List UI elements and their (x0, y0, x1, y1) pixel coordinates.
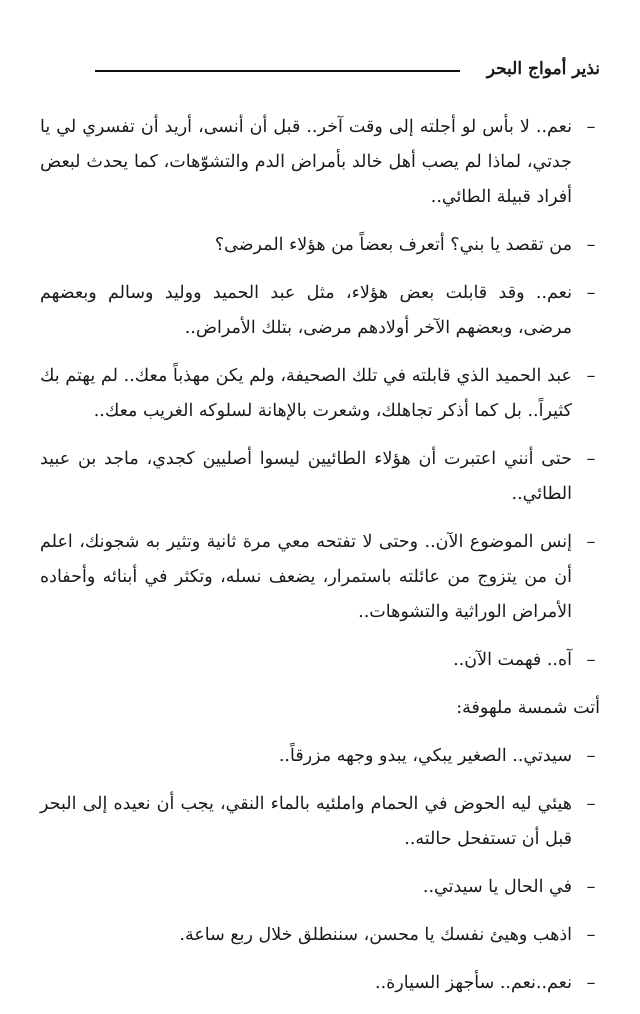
dialogue-dash: – (586, 877, 596, 897)
paragraph-text: إنس الموضوع الآن.. وحتى لا تفتحه معي مرة ثانية وتثير به شجونك، اعلم أن من يتزوج من عائلته باستمرار، يضعف نسله، وتكثر في أبنائه وأحفاده الأمراض الوراثية والتشوهات.. (40, 532, 572, 622)
paragraph-text: نعم..نعم.. سأجهز السيارة.. (375, 973, 572, 993)
paragraph-text: آه.. فهمت الآن.. (453, 650, 572, 670)
dialogue-dash: – (586, 235, 596, 255)
dialogue-paragraph (40, 643, 600, 678)
dialogue-dash: – (586, 746, 596, 766)
paragraph-text: عبد الحميد الذي قابلته في تلك الصحيفة، ولم يكن مهذباً معك.. لم يهتم بك كثيراً.. بل كما أذكر تجاهلك، وشعرت بالإهانة لسلوكه الغريب معك.. (40, 366, 572, 421)
dialogue-paragraph (40, 739, 600, 774)
paragraph-text: نعم.. وقد قابلت بعض هؤلاء، مثل عبد الحميد ووليد وسالم وبعضهم مرضى، وبعضهم الآخر أولادهم مرضى، بتلك الأمراض.. (40, 283, 572, 338)
dialogue-paragraph (40, 442, 600, 512)
running-header (95, 58, 600, 88)
paragraph-text: حتى أنني اعتبرت أن هؤلاء الطائيين ليسوا أصليين كجدي، ماجد بن عبيد الطائي.. (40, 449, 572, 504)
dialogue-paragraph (40, 918, 600, 953)
dialogue-dash: – (586, 366, 596, 386)
dialogue-paragraph (40, 966, 600, 1001)
dialogue-paragraph (40, 870, 600, 905)
dialogue-paragraph (40, 359, 600, 429)
dialogue-dash: – (586, 794, 596, 814)
dialogue-paragraph (40, 110, 600, 215)
dialogue-dash: – (586, 973, 596, 993)
paragraph-text: من تقصد يا بني؟ أتعرف بعضاً من هؤلاء المرضى؟ (214, 235, 572, 255)
dialogue-dash: – (586, 925, 596, 945)
dialogue-dash: – (586, 449, 596, 469)
paragraph-text: أتت شمسة ملهوفة: (456, 698, 600, 718)
book-title: نذير أمواج البحر (486, 59, 600, 79)
dialogue-dash: – (586, 532, 596, 552)
dialogue-paragraph (40, 525, 600, 630)
dialogue-paragraph (40, 228, 600, 263)
dialogue-paragraph (40, 276, 600, 346)
dialogue-dash: – (586, 283, 596, 303)
dialogue-dash: – (586, 650, 596, 670)
header-rule (95, 70, 460, 72)
page-body (40, 110, 600, 1014)
narration-paragraph (40, 691, 600, 726)
paragraph-text: نعم.. لا بأس لو أجلته إلى وقت آخر.. قبل أن أنسى، أريد أن تفسري لي يا جدتي، لماذا لم يصب أهل خالد بأمراض الدم والتشوّهات، كما يحدث لبعض أفراد قبيلة الطائي.. (40, 117, 572, 207)
paragraph-text: في الحال يا سيدتي.. (422, 877, 572, 897)
paragraph-text: هيئي ليه الحوض في الحمام واملئيه بالماء النقي، يجب أن نعيده إلى البحر قبل أن تستفحل حالته.. (40, 794, 572, 849)
dialogue-paragraph (40, 787, 600, 857)
dialogue-dash: – (586, 117, 596, 137)
paragraph-text: اذهب وهيئ نفسك يا محسن، سننطلق خلال ربع ساعة. (179, 925, 572, 945)
paragraph-text: سيدتي.. الصغير يبكي، يبدو وجهه مزرقاً.. (278, 746, 572, 766)
